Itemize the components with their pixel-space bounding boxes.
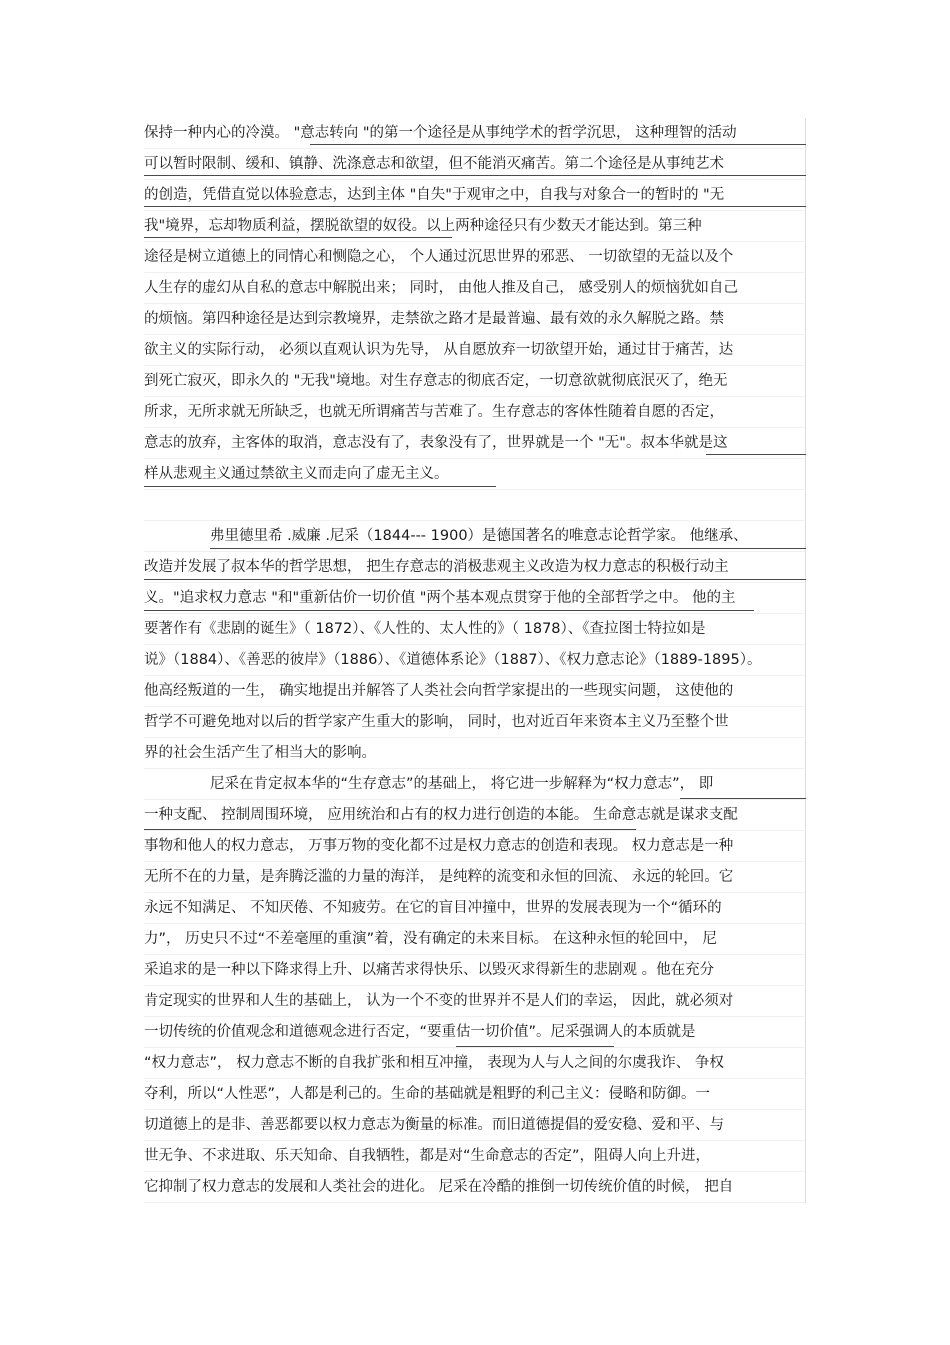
text-line: 一种支配、 控制周围环境， 应用统治和占有的权力进行创造的本能。 生命意志就是谋求支配: [144, 800, 806, 831]
text-line: 意志的放弃，主客体的取消，意志没有了，表象没有了，世界就是一个 "无"。叔本华就是这: [144, 428, 806, 459]
text-line: 说》（1884）、《善恶的彼岸》（1886）、《道德体系论》（1887）、《权力意志论》（1889-1895）。: [144, 645, 806, 676]
text-line: 的创造，凭借直觉以体验意志，达到主体 "自失"于观审之中，自我与对象合一的暂时的 "无: [144, 180, 806, 211]
underline-mark: [706, 454, 806, 455]
text-line: 的烦恼。第四种途径是达到宗教境界，走禁欲之路才是最普遍、最有效的永久解脱之路。禁: [144, 304, 806, 335]
text-line: 可以暂时限制、缓和、镇静、洗涤意志和欲望，但不能消灭痛苦。第二个途径是从事纯艺术: [144, 149, 806, 180]
text-line: 哲学不可避免地对以后的哲学家产生重大的影响， 同时，也对近百年来资本主义乃至整个世: [144, 707, 806, 738]
underline-mark: [144, 206, 806, 207]
text-line: 保持一种内心的冷漠。 "意志转向 "的第一个途径是从事纯学术的哲学沉思， 这种理智的活动: [144, 118, 806, 149]
text-line: 一切传统的价值观念和道德观念进行否定，“要重估一切价值”。尼采强调人的本质就是: [144, 1017, 806, 1048]
text-line: 采追求的是一种以下降求得上升、以痛苦求得快乐、以毁灭求得新生的悲剧观 。他在充分: [144, 955, 806, 986]
text-line: 肯定现实的世界和人生的基础上， 认为一个不变的世界并不是人们的幸运， 因此，就必须对: [144, 986, 806, 1017]
text-line: 样从悲观主义通过禁欲主义而走向了虚无主义。: [144, 459, 806, 490]
text-line: 永远不知满足、 不知厌倦、不知疲劳。在它的盲目冲撞中，世界的发展表现为一个“循环的: [144, 893, 806, 924]
text-line: 事物和他人的权力意志， 万事万物的变化都不过是权力意志的创造和表现。 权力意志是一种: [144, 831, 806, 862]
underline-mark: [144, 486, 496, 487]
underline-mark: [456, 1046, 614, 1047]
text-line: 所求，无所求就无所缺乏，也就无所谓痛苦与苦难了。生存意志的客体性随着自愿的否定，: [144, 397, 806, 428]
underline-mark: [144, 829, 636, 830]
underline-mark: [144, 610, 754, 611]
text-line: 弗里德里希 .威廉 .尼采（1844--- 1900）是德国著名的唯意志论哲学家。 他继承、: [144, 521, 806, 552]
text-line: 义。"追求权力意志 "和"重新估价一切价值 "两个基本观点贯穿于他的全部哲学之中。 他的主: [144, 583, 806, 614]
text-line: 改造并发展了叔本华的哲学思想， 把生存意志的消极悲观主义改造为权力意志的积极行动主: [144, 552, 806, 583]
text-line: 我"境界，忘却物质利益，摆脱欲望的奴役。以上两种途径只有少数天才能达到。第三种: [144, 211, 806, 242]
text-line: “权力意志”， 权力意志不断的自我扩张和相互冲撞， 表现为人与人之间的尔虞我诈、 争权: [144, 1048, 806, 1079]
underline-mark: [144, 175, 806, 176]
underline-mark: [310, 144, 806, 145]
text-line: 他高经叛道的一生， 确实地提出并解答了人类社会向哲学家提出的一些现实问题， 这使他的: [144, 676, 806, 707]
underline-mark: [144, 579, 806, 580]
text-line: 切道德上的是非、善恶都要以权力意志为衡量的标准。而旧道德提倡的爱安稳、爱和平、与: [144, 1110, 806, 1141]
underline-mark: [680, 798, 806, 799]
text-line: 要著作有《悲剧的诞生》（ 1872）、《人性的、太人性的》（ 1878）、《查拉图士特拉如是: [144, 614, 806, 645]
text-line: 尼采在肯定叔本华的“生存意志”的基础上， 将它进一步解释为“权力意志”， 即: [144, 769, 806, 800]
text-line: 到死亡寂灭，即永久的 "无我"境地。对生存意志的彻底否定，一切意欲就彻底泯灭了，绝无: [144, 366, 806, 397]
text-line: 力”， 历史只不过“不差毫厘的重演”着，没有确定的未来目标。 在这种永恒的轮回中， 尼: [144, 924, 806, 955]
underline-mark: [210, 548, 806, 549]
text-line: 它抑制了权力意志的发展和人类社会的进化。 尼采在冷酷的推倒一切传统价值的时候， 把自: [144, 1172, 806, 1203]
text-line: 界的社会生活产生了相当大的影响。: [144, 738, 806, 769]
blank-line: [144, 490, 806, 521]
text-line: 无所不在的力量，是奔腾泛滥的力量的海洋， 是纯粹的流变和永恒的回流、 永远的轮回。它: [144, 862, 806, 893]
text-line: 世无争、不求进取、乐天知命、自我牺牲，都是对“生命意志的否定”，阻碍人向上升进，: [144, 1141, 806, 1172]
underline-mark: [144, 237, 452, 238]
text-line: 夺利，所以“人性恶”，人都是利己的。生命的基础就是粗野的利己主义：侵略和防御。一: [144, 1079, 806, 1110]
text-line: 欲主义的实际行动， 必须以直观认识为先导， 从自愿放弃一切欲望开始，通过甘于痛苦，达: [144, 335, 806, 366]
text-line: 途径是树立道德上的同情心和恻隐之心， 个人通过沉思世界的邪恶、 一切欲望的无益以及个: [144, 242, 806, 273]
text-line: 人生存的虚幻从自私的意志中解脱出来； 同时， 由他人推及自己， 感受别人的烦恼犹如自己: [144, 273, 806, 304]
